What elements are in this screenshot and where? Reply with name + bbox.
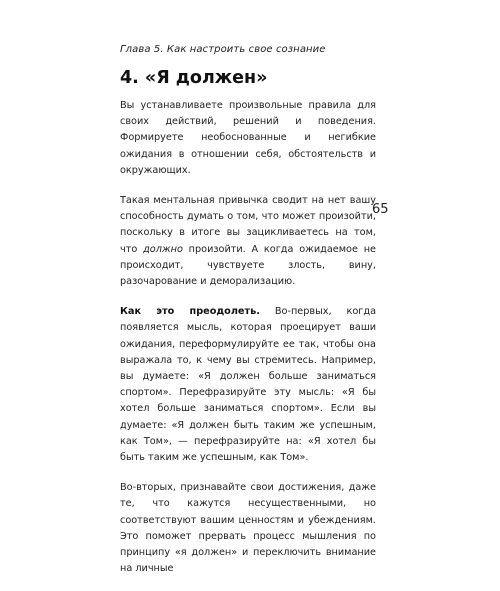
paragraph-2 <box>120 193 376 290</box>
paragraph-3-lead: Как это преодолеть. <box>120 306 260 318</box>
paragraph-2-start: Такая ментальная привычка сводит на нет вашу способность думать о том, что может произойти, поскольку в итоге вы зацикливаетесь на том, что <box>120 195 376 255</box>
paragraph-2-end: произойти. А когда ожидаемое не происходит, чувствуете злость, вину, разочарование и деморализацию. <box>120 243 376 288</box>
paragraph-3-text: Во-первых, когда появляется мысль, которая проецирует ваши ожидания, переформулируйте ее так, чтобы она выражала то, к чему вы стремитесь. Например, вы думаете: «Я должен больше заниматься спортом». Перефразируйте эту мысль: «Я бы хотел больше заниматься спортом». Если вы думаете: «Я должен быть таким же успешным, как Том», — перефразируйте на: «Я хотел бы быть таким же успешным, как Том». <box>120 306 376 464</box>
section-heading: 4. «Я должен» <box>120 68 268 88</box>
paragraph-1: Вы устанавливаете произвольные правила для своих действий, решений и поведения. Формируете необоснованные и негибкие ожидания в отношении себя, обстоятельств и окружающих. <box>120 100 376 176</box>
emphasis-word: должно <box>143 243 183 255</box>
paragraph-3 <box>120 304 376 466</box>
paragraph-4: Во-вторых, признавайте свои достижения, даже те, что кажутся несущественными, но соответствуют вашим ценностям и убеждениям. Это поможет прервать процесс мышления по принципу «я должен» и переключить внимание на личные <box>120 482 376 575</box>
page-number: 65 <box>372 202 389 217</box>
body-text <box>120 98 376 591</box>
running-head: Глава 5. Как настроить свое сознание <box>120 44 326 55</box>
